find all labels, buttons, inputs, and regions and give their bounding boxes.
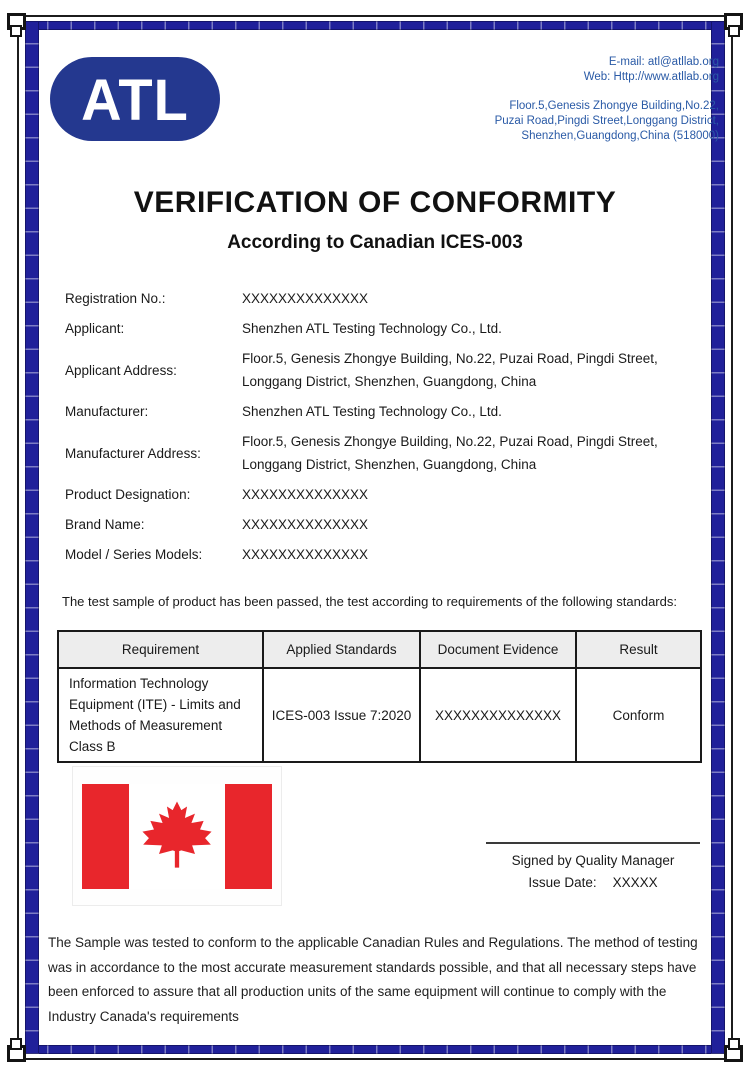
lab-website: Web: Http://www.atllab.org bbox=[583, 71, 719, 83]
field-value: Floor.5, Genesis Zhongye Building, No.22, Puzai Road, Pingdi Street, Longgang District, Shenzhen, Guangdong, China bbox=[242, 351, 658, 389]
lab-contact-block bbox=[495, 55, 719, 144]
field-value: Floor.5, Genesis Zhongye Building, No.22, Puzai Road, Pingdi Street, Longgang District, Shenzhen, Guangdong, China bbox=[242, 434, 658, 472]
column-header-requirement: Requirement bbox=[58, 631, 263, 668]
standards-table bbox=[57, 630, 702, 763]
issue-date-row bbox=[468, 873, 718, 893]
frame-corner-ornament bbox=[7, 12, 41, 46]
standards-intro-text: The test sample of product has been passed, the test according to requirements of the following standards: bbox=[62, 594, 677, 609]
field-label: Manufacturer: bbox=[65, 404, 149, 419]
signature-line bbox=[486, 842, 700, 844]
field-manufacturer-address bbox=[65, 431, 700, 476]
cell-document-evidence: XXXXXXXXXXXXXX bbox=[420, 668, 576, 762]
field-value: Shenzhen ATL Testing Technology Co., Ltd. bbox=[242, 404, 502, 419]
frame-band-right bbox=[711, 21, 725, 1054]
certificate-subtitle: According to Canadian ICES-003 bbox=[227, 232, 523, 253]
cell-result: Conform bbox=[576, 668, 701, 762]
lab-address bbox=[495, 99, 719, 144]
lab-address-line: Puzai Road,Pingdi Street,Longgang District, bbox=[494, 115, 719, 127]
field-label: Brand Name: bbox=[65, 517, 145, 532]
maple-leaf-icon bbox=[141, 800, 213, 872]
field-value: XXXXXXXXXXXXXX bbox=[242, 487, 369, 502]
flag-red-bar-left bbox=[82, 784, 129, 889]
issue-date-value: XXXXX bbox=[612, 875, 658, 890]
flag-white-center bbox=[129, 784, 225, 889]
cell-requirement: Information Technology Equipment (ITE) - Limits and Methods of Measurement Class B bbox=[58, 668, 263, 762]
canada-flag bbox=[82, 784, 272, 889]
field-applicant bbox=[65, 318, 700, 340]
lab-email: E-mail: atl@atllab.org bbox=[608, 56, 719, 68]
frame-band-top bbox=[25, 21, 725, 30]
field-label: Applicant Address: bbox=[65, 362, 177, 378]
field-value: XXXXXXXXXXXXXX bbox=[242, 517, 369, 532]
signed-by-text: Signed by Quality Manager bbox=[511, 853, 675, 868]
frame-corner-ornament bbox=[7, 1029, 41, 1063]
field-applicant-address bbox=[65, 348, 700, 393]
field-label: Model / Series Models: bbox=[65, 547, 203, 562]
field-value: Shenzhen ATL Testing Technology Co., Ltd. bbox=[242, 321, 502, 336]
lab-address-line: Floor.5,Genesis Zhongye Building,No.22, bbox=[509, 100, 719, 112]
table-header-row bbox=[58, 631, 701, 668]
atl-logo-text: ATL bbox=[81, 65, 189, 133]
signature-block bbox=[468, 842, 718, 893]
column-header-applied-standards: Applied Standards bbox=[263, 631, 420, 668]
field-label: Product Designation: bbox=[65, 487, 191, 502]
field-value: XXXXXXXXXXXXXX bbox=[242, 547, 369, 562]
field-brand-name bbox=[65, 514, 700, 536]
field-label: Applicant: bbox=[65, 321, 125, 336]
cell-applied-standard: ICES-003 Issue 7:2020 bbox=[263, 668, 420, 762]
field-value: XXXXXXXXXXXXXX bbox=[242, 291, 369, 306]
field-model-series bbox=[65, 544, 700, 566]
frame-corner-ornament bbox=[709, 1029, 743, 1063]
certificate-fields bbox=[65, 288, 700, 574]
frame-band-left bbox=[25, 21, 39, 1054]
field-label: Manufacturer Address: bbox=[65, 445, 201, 461]
issue-date-label: Issue Date: bbox=[528, 875, 597, 890]
table-row bbox=[58, 668, 701, 762]
canada-flag-image bbox=[72, 766, 282, 906]
frame-band-bottom bbox=[25, 1045, 725, 1054]
atl-logo bbox=[50, 57, 220, 141]
frame-corner-ornament bbox=[709, 12, 743, 46]
field-product-designation bbox=[65, 484, 700, 506]
column-header-document-evidence: Document Evidence bbox=[420, 631, 576, 668]
flag-red-bar-right bbox=[225, 784, 272, 889]
field-manufacturer bbox=[65, 401, 700, 423]
lab-address-line: Shenzhen,Guangdong,China (518000) bbox=[521, 130, 719, 142]
compliance-statement: The Sample was tested to conform to the applicable Canadian Rules and Regulations. The method of testing was in accordance to the most accurate measurement standards possible, and that all necessary steps have been enforced to assure that all production units of the same equipment will continue to comply with the Industry Canada's requirements bbox=[48, 935, 698, 1024]
column-header-result: Result bbox=[576, 631, 701, 668]
certificate-title: VERIFICATION OF CONFORMITY bbox=[133, 186, 617, 219]
field-label: Registration No.: bbox=[65, 291, 166, 306]
field-registration-no bbox=[65, 288, 700, 310]
